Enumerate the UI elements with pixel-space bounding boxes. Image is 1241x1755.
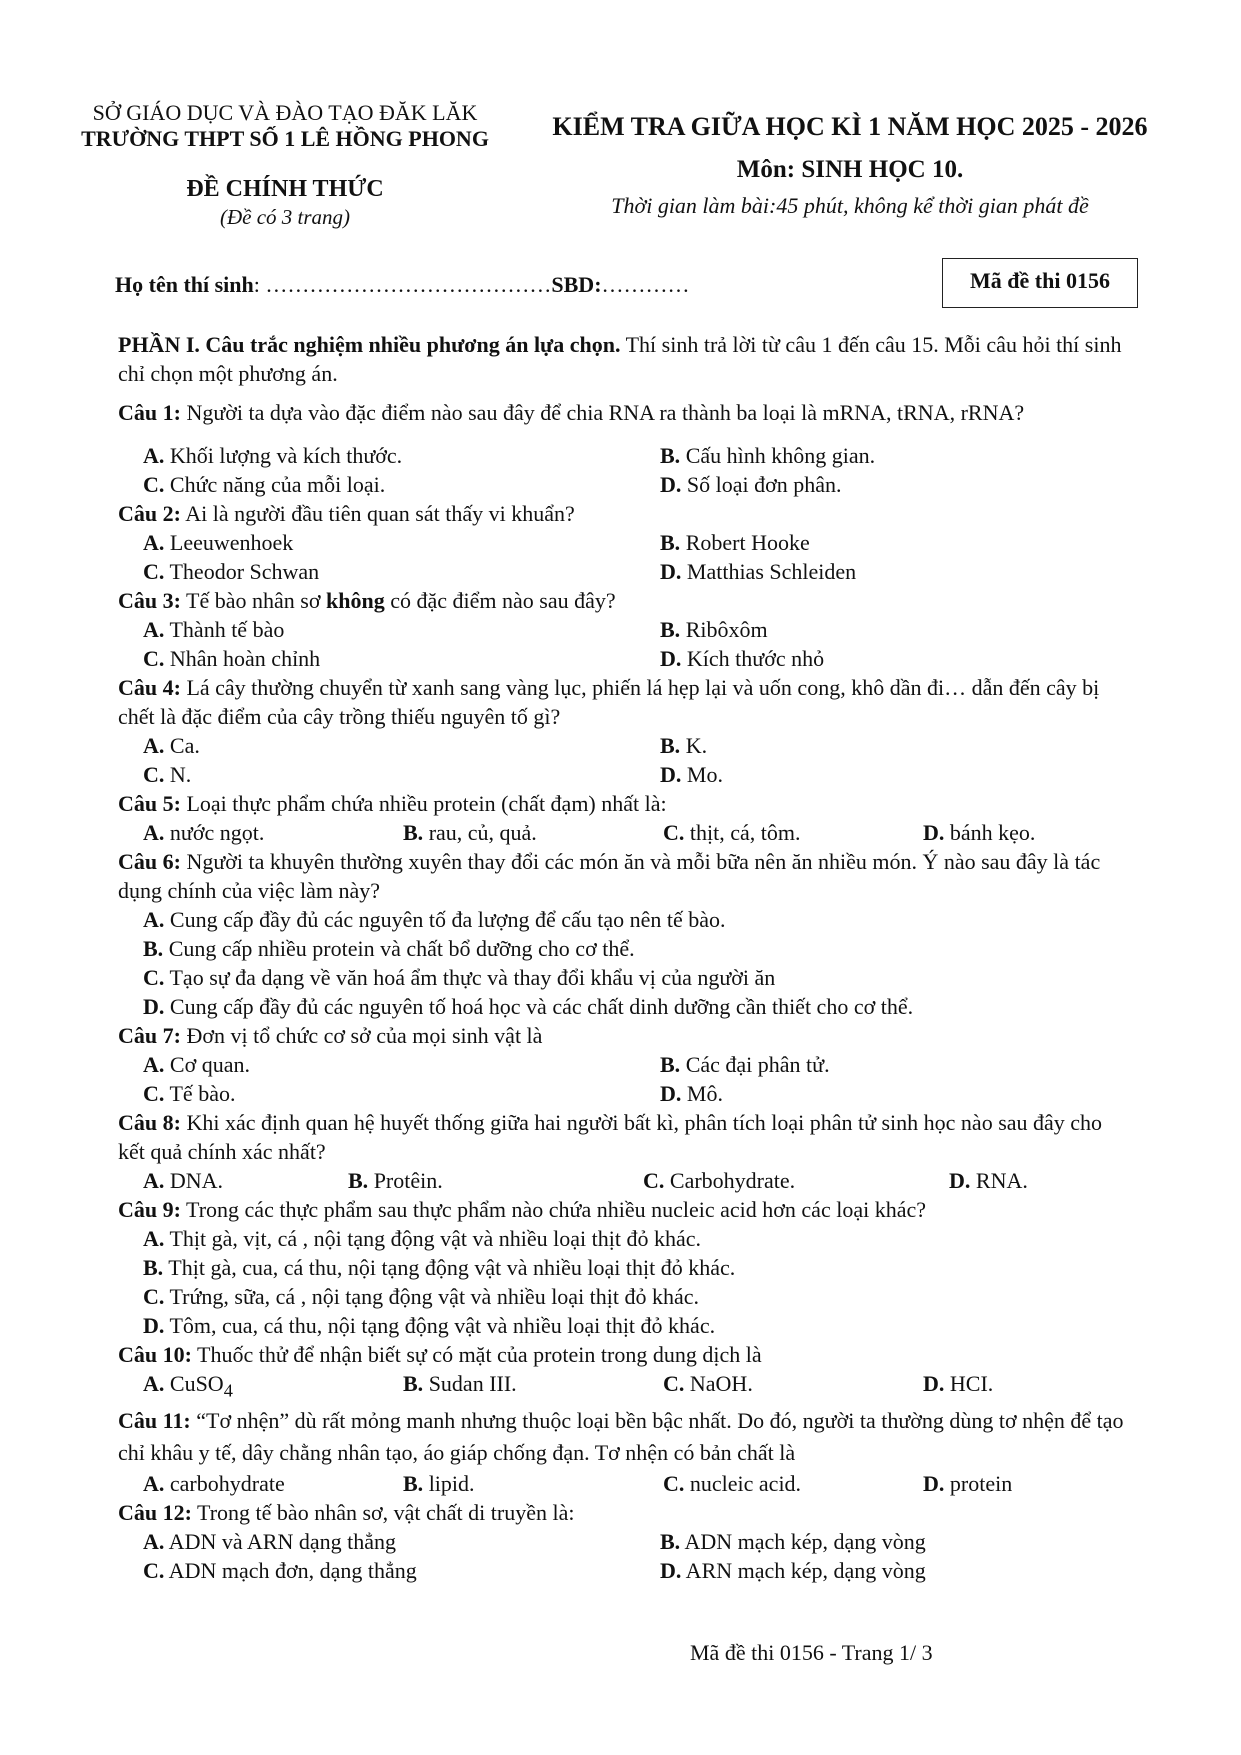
option-key: D. xyxy=(660,1081,682,1106)
question-text: Trong các thực phẩm sau thực phẩm nào chứa nhiều nucleic acid hơn các loại khác? xyxy=(180,1197,926,1222)
option-key: A. xyxy=(143,1226,165,1251)
header-right xyxy=(530,110,1170,220)
option-text: Mo. xyxy=(681,762,723,787)
option-d xyxy=(660,557,1128,586)
option-b xyxy=(660,1050,1128,1079)
option-subscript: 4 xyxy=(223,1380,233,1401)
option-key: C. xyxy=(143,762,165,787)
option-key: D. xyxy=(660,762,682,787)
question-label: Câu 9: xyxy=(118,1197,181,1222)
question-10 xyxy=(118,1340,1128,1369)
option-text: NaOH. xyxy=(684,1371,753,1396)
question-text: Người ta khuyên thường xuyên thay đổi các món ăn và mỗi bữa nên ăn nhiều món. Ý nào sau đây là tác dụng chính của việc làm này? xyxy=(118,849,1101,903)
option-text: ADN mạch kép, dạng vòng xyxy=(680,1529,926,1555)
option-text: Thịt gà, vịt, cá , nội tạng động vật và nhiều loại thịt đỏ khác. xyxy=(164,1226,702,1251)
option-key: D. xyxy=(923,1371,945,1396)
option-text: Thịt gà, cua, cá thu, nội tạng động vật và nhiều loại thịt đỏ khác. xyxy=(163,1255,736,1280)
candidate-name-dots: : ………………………………… xyxy=(253,272,552,297)
option-key: C. xyxy=(143,1284,165,1309)
option-text: ARN mạch kép, dạng vòng xyxy=(681,1558,926,1584)
option-key: B. xyxy=(143,936,164,961)
question-text: Lá cây thường chuyển từ xanh sang vàng lục, phiến lá hẹp lại và uốn cong, khô dần đi… dẫn đến cây bị chết là đặc điểm của cây trồng thiếu nguyên tố gì? xyxy=(118,675,1100,729)
option-c xyxy=(143,1282,1128,1311)
option-b xyxy=(143,934,1128,963)
option-text: Tạo sự đa dạng về văn hoá ẩm thực và thay đổi khẩu vị của người ăn xyxy=(164,965,776,990)
option-key: C. xyxy=(663,1371,685,1396)
option-a xyxy=(143,441,660,470)
question-label: Câu 7: xyxy=(118,1023,181,1048)
exam-title: KIỂM TRA GIỮA HỌC KÌ 1 NĂM HỌC 2025 - 2026 xyxy=(552,112,1148,141)
option-d xyxy=(660,1079,1128,1108)
option-key: A. xyxy=(143,907,165,932)
option-b xyxy=(660,731,1128,760)
option-b xyxy=(660,528,1128,557)
option-text: Matthias Schleiden xyxy=(681,559,857,584)
option-text: rau, củ, quả. xyxy=(423,820,537,845)
option-d xyxy=(660,760,1128,789)
question-5-options xyxy=(118,818,1128,847)
option-key: A. xyxy=(143,1471,165,1497)
option-key: D. xyxy=(143,1313,165,1338)
question-9 xyxy=(118,1195,1128,1224)
option-text: ADN và ARN dạng thẳng xyxy=(164,1529,396,1555)
option-c xyxy=(643,1166,949,1195)
option-key: A. xyxy=(143,1168,165,1193)
candidate-line xyxy=(115,272,690,298)
option-d xyxy=(143,1311,1128,1340)
option-text: Tế bào. xyxy=(164,1081,236,1106)
option-c xyxy=(143,1079,660,1108)
option-a xyxy=(143,731,660,760)
question-1 xyxy=(118,398,1128,427)
option-d xyxy=(923,1369,1128,1405)
option-text: carbohydrate xyxy=(164,1471,285,1497)
option-key: D. xyxy=(143,994,165,1019)
option-text: Số loại đơn phân. xyxy=(681,472,842,497)
option-text: Khối lượng và kích thước. xyxy=(164,443,403,468)
option-key: C. xyxy=(643,1168,665,1193)
question-text-emphasis: không xyxy=(325,588,385,613)
option-text: nước ngọt. xyxy=(164,820,265,845)
option-key: B. xyxy=(403,1471,424,1497)
question-12 xyxy=(118,1498,1128,1527)
option-text: nucleic acid. xyxy=(684,1471,802,1497)
question-label: Câu 5: xyxy=(118,791,181,816)
question-7 xyxy=(118,1021,1128,1050)
option-text: ADN mạch đơn, dạng thẳng xyxy=(164,1558,417,1584)
question-text: Thuốc thử để nhận biết sự có mặt của protein trong dung dịch là xyxy=(191,1342,762,1367)
question-11-options xyxy=(118,1469,1128,1498)
option-a xyxy=(143,528,660,557)
question-5 xyxy=(118,789,1128,818)
option-c xyxy=(143,470,660,499)
option-a xyxy=(143,1527,660,1556)
time-note: Thời gian làm bài:45 phút, không kể thời gian phát đề xyxy=(611,193,1089,218)
option-text: RNA. xyxy=(970,1168,1028,1193)
question-text: Ai là người đầu tiên quan sát thấy vi khuẩn? xyxy=(180,501,575,526)
option-d xyxy=(660,1556,1128,1585)
option-d xyxy=(923,1469,1128,1498)
option-key: C. xyxy=(143,646,165,671)
option-text: Trứng, sữa, cá , nội tạng động vật và nhiều loại thịt đỏ khác. xyxy=(164,1284,700,1309)
option-a xyxy=(143,615,660,644)
option-key: C. xyxy=(663,820,685,845)
option-text: Cung cấp đầy đủ các nguyên tố đa lượng để cấu tạo nên tế bào. xyxy=(164,907,726,932)
question-7-options xyxy=(118,1050,1128,1108)
option-b xyxy=(403,1469,663,1498)
question-8-options xyxy=(118,1166,1128,1195)
option-key: A. xyxy=(143,530,165,555)
option-key: B. xyxy=(660,733,681,758)
option-text: bánh kẹo. xyxy=(944,820,1036,845)
option-c xyxy=(663,1469,923,1498)
option-text: Nhân hoàn chỉnh xyxy=(164,646,321,671)
question-label: Câu 8: xyxy=(118,1110,181,1135)
option-c xyxy=(663,818,923,847)
option-text: lipid. xyxy=(423,1471,475,1497)
option-key: C. xyxy=(143,1558,165,1584)
option-text: Theodor Schwan xyxy=(164,559,320,584)
option-text: protein xyxy=(944,1471,1013,1497)
option-c xyxy=(143,760,660,789)
question-text: Tế bào nhân sơ xyxy=(180,588,326,613)
option-text: Mô. xyxy=(681,1081,723,1106)
option-a xyxy=(143,1050,660,1079)
exam-code-box: Mã đề thi 0156 xyxy=(942,258,1138,308)
option-text: Cung cấp đầy đủ các nguyên tố hoá học và các chất dinh dưỡng cần thiết cho cơ thể. xyxy=(164,994,914,1019)
option-key: B. xyxy=(660,617,681,642)
question-text: Người ta dựa vào đặc điểm nào sau đây để chia RNA ra thành ba loại là mRNA, tRNA, rRNA? xyxy=(180,400,1025,425)
option-key: C. xyxy=(143,1081,165,1106)
option-a xyxy=(143,1224,1128,1253)
option-key: D. xyxy=(660,646,682,671)
option-text: CuSO xyxy=(164,1371,224,1396)
option-key: A. xyxy=(143,1371,165,1396)
option-text: Protêin. xyxy=(368,1168,443,1193)
question-8 xyxy=(118,1108,1128,1166)
option-d xyxy=(923,818,1128,847)
option-text: Cấu hình không gian. xyxy=(680,443,876,468)
option-c xyxy=(143,644,660,673)
option-key: B. xyxy=(660,1052,681,1077)
option-key: B. xyxy=(403,820,424,845)
option-text: Tôm, cua, cá thu, nội tạng động vật và nhiều loại thịt đỏ khác. xyxy=(164,1313,716,1338)
page-footer: Mã đề thi 0156 - Trang 1/ 3 xyxy=(690,1640,933,1665)
question-label: Câu 12: xyxy=(118,1500,192,1526)
option-key: D. xyxy=(660,472,682,497)
option-key: D. xyxy=(923,820,945,845)
option-d xyxy=(660,470,1128,499)
option-key: C. xyxy=(143,965,165,990)
question-2 xyxy=(118,499,1128,528)
question-label: Câu 6: xyxy=(118,849,181,874)
question-label: Câu 4: xyxy=(118,675,181,700)
question-12-options xyxy=(118,1527,1128,1585)
option-text: Cung cấp nhiều protein và chất bổ dưỡng cho cơ thể. xyxy=(163,936,635,961)
option-key: C. xyxy=(143,472,165,497)
question-label: Câu 11: xyxy=(118,1408,191,1434)
option-key: A. xyxy=(143,820,165,845)
option-b xyxy=(348,1166,643,1195)
question-3-options xyxy=(118,615,1128,673)
option-a xyxy=(143,1469,403,1498)
part1-title: PHẦN I. Câu trắc nghiệm nhiều phương án lựa chọn. xyxy=(118,332,621,357)
option-text: Leeuwenhoek xyxy=(164,530,294,555)
question-text: Trong tế bào nhân sơ, vật chất di truyền là: xyxy=(191,1500,575,1526)
question-text: Loại thực phẩm chứa nhiều protein (chất đạm) nhất là: xyxy=(180,791,667,816)
question-label: Câu 10: xyxy=(118,1342,192,1367)
option-b xyxy=(660,615,1128,644)
question-6-options xyxy=(118,905,1128,1021)
option-text: Thành tế bào xyxy=(164,617,285,642)
question-label: Câu 2: xyxy=(118,501,181,526)
option-text: HCI. xyxy=(944,1371,994,1396)
option-b xyxy=(403,1369,663,1405)
option-key: D. xyxy=(923,1471,945,1497)
question-11 xyxy=(118,1405,1128,1469)
option-b xyxy=(143,1253,1128,1282)
option-key: B. xyxy=(348,1168,369,1193)
option-text: Chức năng của mỗi loại. xyxy=(164,472,386,497)
option-text: DNA. xyxy=(164,1168,224,1193)
option-key: B. xyxy=(403,1371,424,1396)
question-1-options xyxy=(118,441,1128,499)
sbd-label: SBD: xyxy=(551,272,602,297)
option-c xyxy=(143,1556,660,1585)
part1-intro xyxy=(118,330,1128,388)
sbd-dots: ………… xyxy=(601,272,690,297)
option-d xyxy=(143,992,1128,1021)
option-text: Carbohydrate. xyxy=(664,1168,796,1193)
pages-note: (Đề có 3 trang) xyxy=(219,205,351,229)
official-label: ĐỀ CHÍNH THỨC xyxy=(186,176,384,202)
option-text: Robert Hooke xyxy=(680,530,810,555)
option-text: N. xyxy=(164,762,192,787)
option-b xyxy=(660,1527,1128,1556)
option-text: Kích thước nhỏ xyxy=(681,646,825,671)
option-text: Ca. xyxy=(164,733,200,758)
option-key: B. xyxy=(660,530,681,555)
option-key: A. xyxy=(143,1529,165,1555)
option-d xyxy=(660,644,1128,673)
option-a xyxy=(143,1369,403,1405)
option-key: D. xyxy=(949,1168,971,1193)
question-6 xyxy=(118,847,1128,905)
option-key: A. xyxy=(143,617,165,642)
question-9-options xyxy=(118,1224,1128,1340)
option-key: A. xyxy=(143,443,165,468)
question-label: Câu 1: xyxy=(118,400,181,425)
header-left xyxy=(60,100,510,230)
option-key: D. xyxy=(660,1558,682,1584)
option-text: K. xyxy=(680,733,708,758)
option-text: Sudan III. xyxy=(423,1371,517,1396)
option-a xyxy=(143,1166,348,1195)
question-text: có đặc điểm nào sau đây? xyxy=(384,588,616,613)
questions-content xyxy=(118,330,1128,1585)
option-c xyxy=(143,557,660,586)
option-key: B. xyxy=(660,443,681,468)
option-text: Các đại phân tử. xyxy=(680,1052,830,1077)
option-c xyxy=(663,1369,923,1405)
option-text: Ribôxôm xyxy=(680,617,768,642)
option-d xyxy=(949,1166,1128,1195)
option-key: A. xyxy=(143,733,165,758)
option-key: B. xyxy=(143,1255,164,1280)
option-text: thịt, cá, tôm. xyxy=(684,820,801,845)
question-text: Đơn vị tổ chức cơ sở của mọi sinh vật là xyxy=(180,1023,543,1048)
option-key: D. xyxy=(660,559,682,584)
option-c xyxy=(143,963,1128,992)
department-name: SỞ GIÁO DỤC VÀ ĐÀO TẠO ĐĂK LĂK xyxy=(92,100,478,125)
part1-instruction: Thí sinh trả lời từ câu 1 đến câu 15. Mỗi câu hỏi thí sinh chỉ chọn một phương án. xyxy=(118,332,1122,386)
question-2-options xyxy=(118,528,1128,586)
option-key: A. xyxy=(143,1052,165,1077)
option-key: C. xyxy=(143,559,165,584)
question-text: Khi xác định quan hệ huyết thống giữa hai người bất kì, phân tích loại phân tử sinh học nào sau đây cho kết quả chính xác nhất? xyxy=(118,1110,1103,1164)
option-a xyxy=(143,905,1128,934)
option-key: B. xyxy=(660,1529,681,1555)
option-text: Cơ quan. xyxy=(164,1052,250,1077)
subject-title: Môn: SINH HỌC 10. xyxy=(736,156,964,183)
question-3 xyxy=(118,586,1128,615)
option-a xyxy=(143,818,403,847)
question-text: “Tơ nhện” dù rất mỏng manh nhưng thuộc loại bền bậc nhất. Do đó, người ta thường dùng tơ nhện để tạo chỉ khâu y tế, dây chằng nhân tạo, áo giáp chống đạn. Tơ nhện có bản chất là xyxy=(118,1408,1124,1466)
option-key: C. xyxy=(663,1471,685,1497)
option-b xyxy=(403,818,663,847)
question-4 xyxy=(118,673,1128,731)
candidate-name-label: Họ tên thí sinh xyxy=(115,272,254,297)
question-label: Câu 3: xyxy=(118,588,181,613)
question-10-options xyxy=(118,1369,1128,1405)
school-name: TRƯỜNG THPT SỐ 1 LÊ HỒNG PHONG xyxy=(81,126,489,151)
question-4-options xyxy=(118,731,1128,789)
option-b xyxy=(660,441,1128,470)
